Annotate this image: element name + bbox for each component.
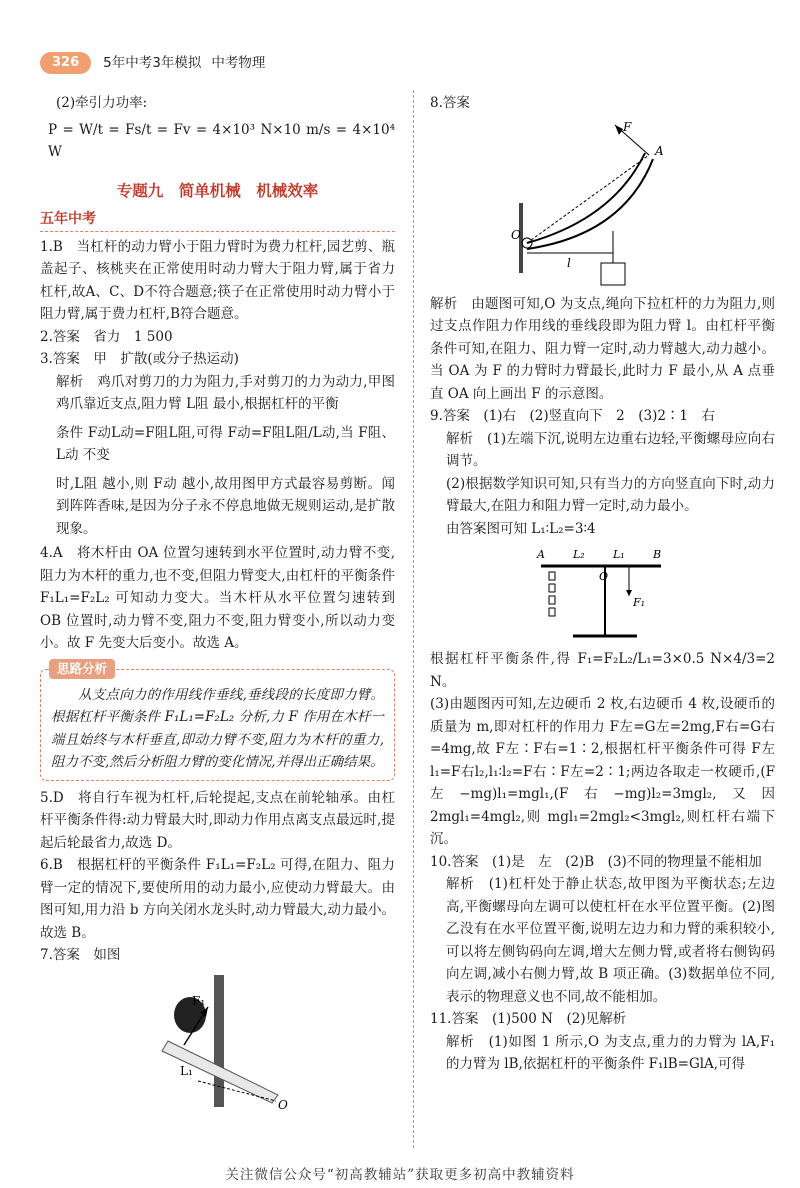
intro-label: (2)牵引力功率: (56, 95, 148, 111)
label-l1: L₁ (179, 1063, 193, 1078)
label-l: l (566, 255, 571, 270)
q9-explanation-d: 根据杠杆平衡条件,得 F₁=F₂L₂/L₁=3×0.5 N×4/3=2 N。 (430, 651, 775, 690)
answer-q1: 1.B 当杠杆的动力臂小于阻力臂时为费力杠杆,园艺剪、瓶盖起子、核桃夹在正常使用时动力臂大于阻力臂,属于省力杠杆,故A、C、D不符合题意;筷子在正常使用时动力臂小于阻力臂,属于费力杠杆,B符合题意。 (40, 238, 395, 322)
label-f1: F₁ (632, 596, 645, 609)
book-title: 5年中考3年模拟 (103, 54, 202, 71)
page-footer: 关注微信公众号“初高教辅站”获取更多初高中教辅资料 (225, 1167, 575, 1183)
q3-explanation-c: 时,L阻 越小,则 F动 越小,故用图甲方式最容易剪断。闻到阵阵香味,是因为分子永不停息地做无规则运动,是扩散现象。 (56, 475, 395, 537)
left-column (40, 92, 395, 1115)
figure-q9-lever (533, 544, 673, 644)
label-l1: L₁ (612, 548, 625, 561)
answer-q8: 8.答案 (430, 95, 470, 111)
q10-explanation: 解析 (1)杠杆处于静止状态,故甲图为平衡状态;左边高,平衡螺母向左调可以使杠杆在水平位置平衡。(2)图乙没有在水平位置平衡,说明左边力和力臂的乘积较小,可以将左侧钩码向左调,增大左侧力臂,或者将右侧钩码向左调,减小右侧力臂,故 B 项正确。(3)数据单位不同,表示的物理意义也不同,故不能相加。 (446, 876, 775, 1005)
thinking-analysis-text: 从支点向力的作用线作垂线,垂线段的长度即力臂。根据杠杆平衡条件 F₁L₁=F₂L₂ 分析,力 F 作用在木杆一端且始终与木杆垂直,即动力臂不变,阻力为木杆的重力,阻力不变,然后分析阻力臂的变化情况,并得出正确结果。 (51, 686, 384, 770)
weight-block (601, 263, 625, 285)
weight-4 (549, 608, 555, 616)
answer-q7: 7.答案 如图 (40, 947, 121, 963)
label-f1: F₁ (191, 993, 205, 1008)
q9-explanation-a: 解析 (1)左端下沉,说明左边重右边轻,平衡螺母应向右调节。 (446, 430, 775, 469)
q9-explanation-e: (3)由题图丙可知,左边硬币 2 枚,右边硬币 4 枚,设硬币的质量为 m,即对杠杆的作用力 F左=G左=2mg,F右=G右=4mg,故 F左∶F右=1∶2,根据杠杆平衡条件可得 F左l₁=F右l₂,l₁∶l₂=F右∶F左=2∶1;两边各取走一枚硬币,(F左−mg)l₁=mgl₁,(F右−mg)l₂=3mgl₂,又因 2mgl₁=4mgl₂,则 mgl₁=2mgl₂<3mgl₂,则杠杆右端下沉。 (430, 696, 775, 847)
thinking-analysis-label: 思路分析 (49, 659, 115, 679)
q3-explanation-a: 解析 鸡爪对剪刀的力为阻力,手对剪刀的力为动力,甲图鸡爪靠近支点,阻力臂 L阻 最小,根据杠杆的平衡 (56, 373, 395, 412)
figure-q8-lever (503, 119, 703, 289)
label-o: O (277, 1097, 288, 1111)
answer-q3: 3.答案 甲 扩散(或分子热运动) (40, 351, 239, 367)
weight-2 (549, 584, 555, 592)
label-b: B (652, 548, 661, 561)
label-a: A (536, 548, 545, 561)
label-o: O (598, 570, 608, 583)
label-a: A (654, 143, 664, 158)
thinking-analysis-box (40, 660, 395, 781)
column-divider (413, 90, 414, 1148)
q3-explanation-b: 条件 F动L动=F阻L阻,可得 F动=F阻L阻/L动,当 F阻、L动 不变 (56, 424, 395, 463)
page-number: 326 (40, 52, 91, 74)
q9-explanation-b: (2)根据数学知识可知,只有当力的方向竖直向下时,动力臂最大,在阻力和阻力臂一定时,动力最小。 (446, 475, 775, 514)
answer-q10: 10.答案 (1)是 左 (2)B (3)不同的物理量不能相加 (430, 853, 762, 870)
subsection-title: 五年中考 (40, 208, 395, 232)
answer-q6: 6.B 根据杠杆的平衡条件 F₁L₁=F₂L₂ 可得,在阻力、阻力臂一定的情况下,要使所用的动力最小,应使动力臂最大。由图可知,用力沿 b 方向关闭水龙头时,动力臂最大,动力最小。故选 B。 (40, 857, 395, 941)
label-f: F (622, 119, 631, 134)
answer-q4: 4.A 将木杆由 OA 位置匀速转到水平位置时,动力臂不变,阻力为木杆的重力,也不变,但阻力臂变大,由杠杆的平衡条件 F₁L₁=F₂L₂ 可知动力变大。当木杆从水平位置匀速转到 OB 位置时,动力臂不变,阻力不变,阻力臂变小,所以动力变小。故 F 先变大后变小。故选 A。 (40, 545, 395, 651)
lever-upper-edge (527, 153, 645, 243)
intro-formula: P = W/t = Fs/t = Fv = 4×10³ N×10 m/s = 4×10⁴ W (48, 121, 395, 160)
subject-label: 中考物理 (211, 54, 266, 71)
answer-q2: 2.答案 省力 1 500 (40, 328, 173, 345)
right-column (430, 92, 775, 1076)
label-o: O (510, 227, 521, 242)
answer-q5: 5.D 将自行车视为杠杆,后轮提起,支点在前轮轴承。由杠杆平衡条件得:动力臂最大时,即动力作用点离支点最远时,提起后轮最省力,故选 D。 (40, 789, 395, 851)
arrow-head-icon (615, 125, 623, 135)
weight-3 (549, 596, 555, 604)
answer-q11: 11.答案 (1)500 N (2)见解析 (430, 1011, 627, 1027)
section-title: 专题九 简单机械 机械效率 (116, 181, 319, 200)
answer-q9: 9.答案 (1)右 (2)竖直向下 2 (3)2∶1 右 (430, 408, 716, 424)
arrow-head-icon (626, 590, 632, 596)
q9-explanation-c: 由答案图可知 L₁∶L₂=3∶4 (446, 520, 596, 537)
weight-1 (549, 572, 555, 580)
figure-q7-faucet (128, 971, 308, 1111)
q8-explanation: 解析 由题图可知,O 为支点,绳向下拉杠杆的力为阻力,则过支点作阻力作用线的垂线段即为阻力臂 l。由杠杆平衡条件可知,在阻力、阻力臂一定时,动力臂越大,动力越小。当 OA 为 F 的力臂时力臂最长,此时力 F 最小,从 A 点垂直 OA 向上画出 F 的示意图。 (430, 295, 775, 402)
q11-explanation: 解析 (1)如图 1 所示,O 为支点,重力的力臂为 lA,F₁ 的力臂为 lB,依据杠杆的平衡条件 F₁lB=GlA,可得 (446, 1033, 775, 1072)
label-l2: L₂ (572, 548, 585, 561)
page-header (40, 52, 265, 74)
